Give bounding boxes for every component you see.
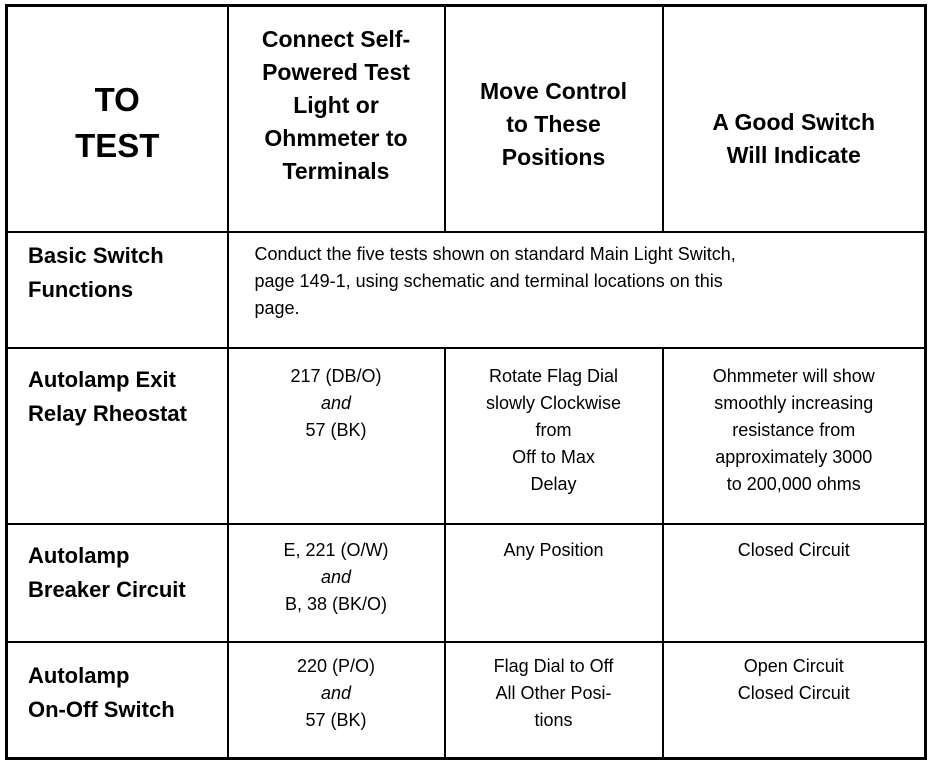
row-label (7, 232, 228, 348)
row-label-line: Autolamp (28, 543, 130, 568)
description-line: page. (254, 298, 300, 318)
header-to-test (7, 6, 228, 233)
header-good-line: A Good Switch (712, 109, 876, 135)
header-connect-line: Connect Self- (261, 26, 411, 52)
row-label (7, 348, 228, 524)
position-line: All Other Posi- (495, 683, 612, 703)
positions-cell (445, 348, 663, 524)
terminal-line: E, 221 (O/W) (283, 540, 389, 560)
position-line: Any Position (503, 540, 604, 560)
row-label-line: On-Off Switch (28, 697, 175, 722)
header-connect-line: Ohmmeter to (264, 125, 408, 151)
position-line: Off to Max (512, 447, 595, 467)
indicate-line: approximately 3000 (715, 447, 873, 467)
terminal-conjunction (229, 680, 444, 707)
terminal-line: 217 (DB/O) (290, 366, 382, 386)
indicate-cell (663, 524, 926, 642)
header-to-test-line: TEST (75, 127, 160, 164)
indicate-line: Ohmmeter will show (712, 366, 875, 386)
header-connect (228, 6, 445, 233)
header-move-control (445, 6, 663, 233)
indicate-line: Closed Circuit (737, 540, 850, 560)
terminal-and: and (320, 683, 352, 703)
header-move-line: Move Control (480, 77, 627, 104)
row-label (7, 642, 228, 759)
header-connect-line: Light or (293, 92, 379, 118)
header-connect-line: Terminals (282, 158, 390, 184)
terminal-line: 57 (BK) (305, 710, 367, 730)
position-line: slowly Clockwise (485, 393, 622, 413)
row-label (7, 524, 228, 642)
header-good-line: Will Indicate (726, 142, 861, 168)
indicate-line: Closed Circuit (737, 683, 850, 703)
header-connect-line: Powered Test (262, 59, 410, 85)
terminals-cell (228, 348, 445, 524)
description-line: Conduct the five tests shown on standard Main Light Switch, (254, 244, 736, 264)
row-label-line: Relay Rheostat (28, 401, 187, 426)
positions-cell (445, 524, 663, 642)
description-line: page 149-1, using schematic and terminal locations on this (254, 271, 723, 291)
basic-description (228, 232, 926, 348)
indicate-line: to 200,000 ohms (726, 474, 861, 494)
indicate-line: Open Circuit (743, 656, 844, 676)
position-line: tions (534, 710, 573, 730)
indicate-cell (663, 642, 926, 759)
row-on-off-switch (7, 642, 926, 759)
header-move-line: to These (506, 110, 601, 137)
header-move-line: Positions (501, 143, 606, 170)
header-to-test-line: TO (94, 81, 140, 118)
positions-cell (445, 642, 663, 759)
position-line: Delay (530, 474, 577, 494)
row-label-line: Autolamp (28, 663, 130, 688)
position-line: Rotate Flag Dial (488, 366, 619, 386)
terminal-and: and (320, 567, 352, 587)
header-row (7, 6, 926, 233)
terminal-line: 220 (P/O) (296, 656, 376, 676)
row-label-line: Functions (28, 277, 134, 302)
terminals-cell (228, 524, 445, 642)
terminals-cell (228, 642, 445, 759)
row-basic-switch-functions (7, 232, 926, 348)
terminal-line: B, 38 (BK/O) (284, 594, 388, 614)
indicate-line: smoothly increasing (714, 393, 874, 413)
indicate-line: resistance from (732, 420, 856, 440)
terminal-line: 57 (BK) (305, 420, 367, 440)
row-label-line: Autolamp Exit (28, 367, 176, 392)
terminal-conjunction (229, 390, 444, 417)
row-exit-relay-rheostat (7, 348, 926, 524)
position-line: Flag Dial to Off (493, 656, 614, 676)
row-label-line: Basic Switch (28, 243, 164, 268)
position-line: from (535, 420, 572, 440)
row-breaker-circuit (7, 524, 926, 642)
terminal-conjunction (229, 564, 444, 591)
indicate-cell (663, 348, 926, 524)
row-label-line: Breaker Circuit (28, 577, 186, 602)
header-good-switch (663, 6, 926, 233)
switch-test-table (5, 4, 927, 760)
terminal-and: and (320, 393, 352, 413)
